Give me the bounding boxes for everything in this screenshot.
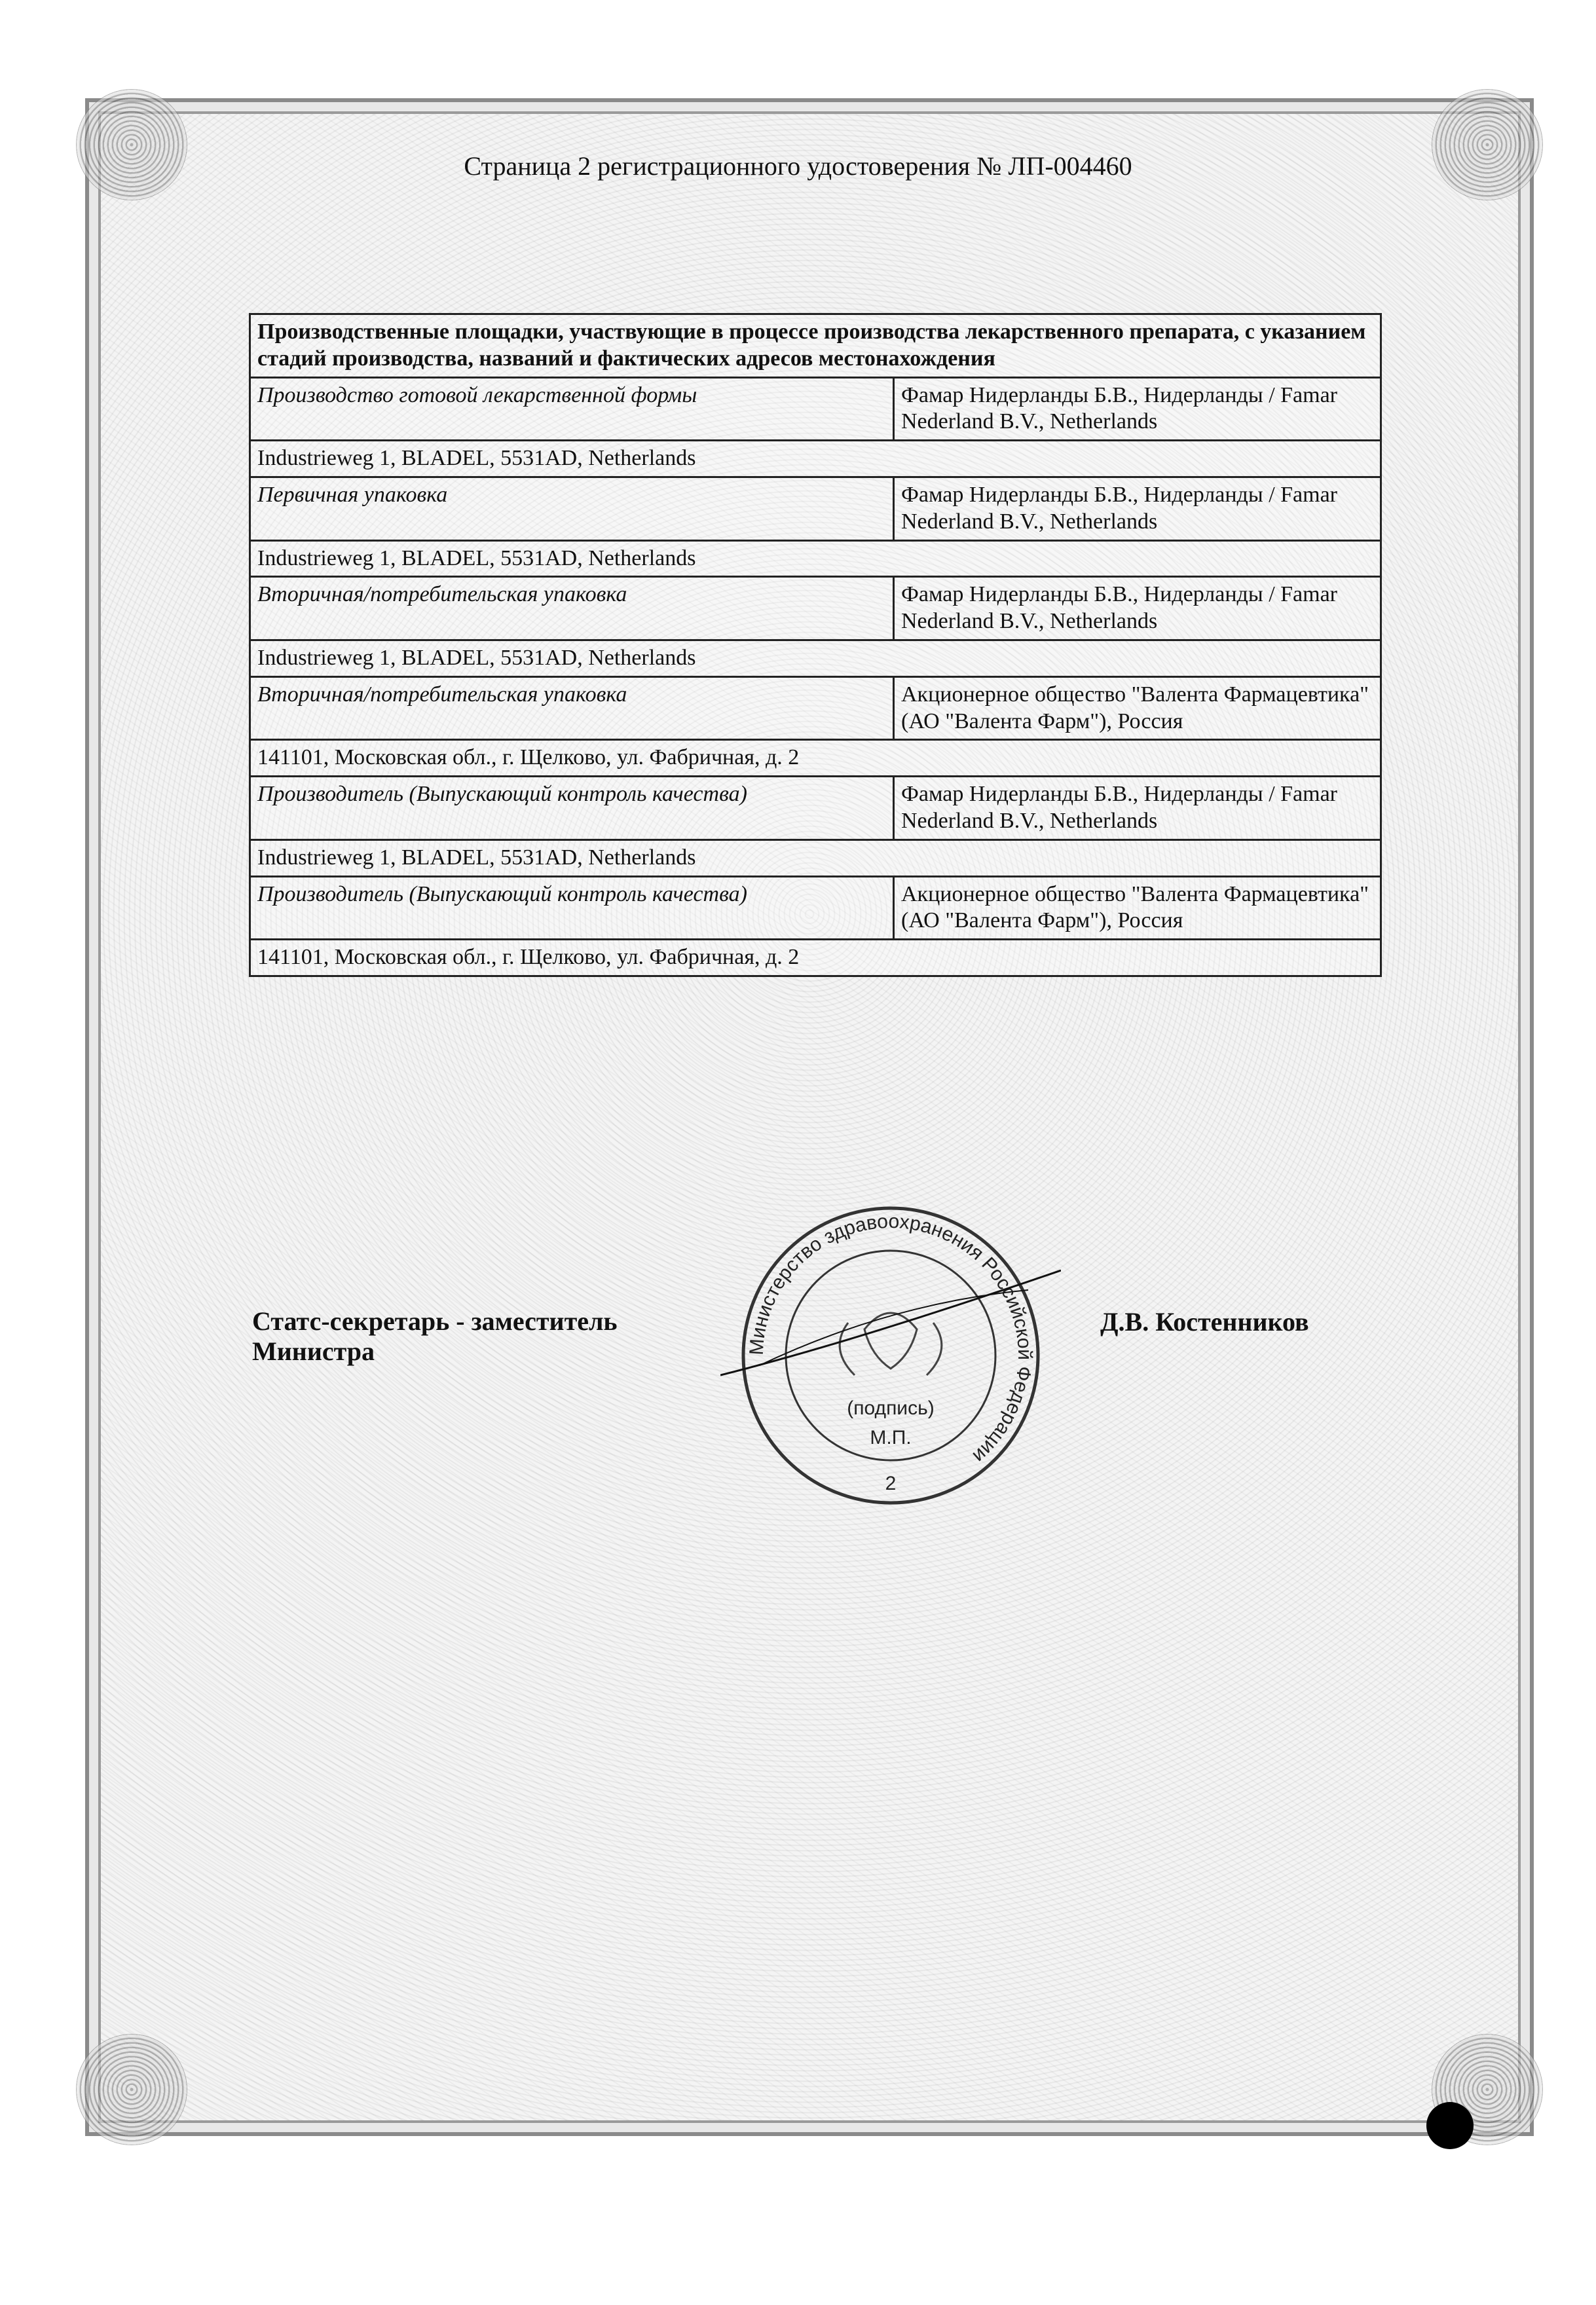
production-stage: Производитель (Выпускающий контроль качества) [250,777,894,840]
table-row [250,839,1381,876]
table-header: Производственные площадки, участвующие в процессе производства лекарственного препарата, с указанием стадий производства, названий и фактических адресов местонахождения [250,314,1381,378]
site-address: Industrieweg 1, BLADEL, 5531AD, Netherlands [250,839,1381,876]
table-header-row [250,314,1381,378]
production-sites-table [249,313,1382,977]
corner-ornament-icon [76,89,187,200]
signer-position [252,1306,618,1367]
signer-position-line1: Статс-секретарь - заместитель [252,1306,618,1336]
table-row [250,540,1381,577]
production-stage: Вторичная/потребительская упаковка [250,577,894,640]
site-address: 141101, Московская обл., г. Щелково, ул. Фабричная, д. 2 [250,740,1381,777]
page-title: Страница 2 регистрационного удостоверения № ЛП-004460 [464,151,1132,181]
table-row [250,377,1381,441]
manufacturer-name: Фамар Нидерланды Б.В., Нидерланды / Famar Nederland B.V., Netherlands [894,777,1381,840]
corner-ornament-icon [1432,89,1543,200]
corner-ornament-icon [76,2034,187,2145]
production-stage: Первичная упаковка [250,477,894,540]
table-row [250,441,1381,477]
production-stage: Производитель (Выпускающий контроль качества) [250,876,894,940]
manufacturer-name: Акционерное общество "Валента Фармацевтика" (АО "Валента Фарм"), Россия [894,876,1381,940]
table-row [250,777,1381,840]
production-stage: Производство готовой лекарственной формы [250,377,894,441]
table-row [250,477,1381,540]
seal-signature-label: (подпись) [847,1397,935,1419]
official-seal [720,1198,1061,1513]
table-row [250,676,1381,740]
site-address: Industrieweg 1, BLADEL, 5531AD, Netherlands [250,540,1381,577]
site-address: Industrieweg 1, BLADEL, 5531AD, Netherlands [250,640,1381,676]
emblem-eagle-icon [840,1313,942,1375]
table-row [250,876,1381,940]
manufacturer-name: Фамар Нидерланды Б.В., Нидерланды / Famar Nederland B.V., Netherlands [894,377,1381,441]
punch-hole-dot [1426,2102,1474,2149]
table-row [250,940,1381,976]
signer-name: Д.В. Костенников [1100,1307,1309,1337]
seal-mp-label: М.П. [870,1427,912,1448]
manufacturer-name: Фамар Нидерланды Б.В., Нидерланды / Famar Nederland B.V., Netherlands [894,577,1381,640]
table-row [250,740,1381,777]
manufacturer-name: Фамар Нидерланды Б.В., Нидерланды / Famar Nederland B.V., Netherlands [894,477,1381,540]
signer-position-line2: Министра [252,1337,375,1366]
site-address: Industrieweg 1, BLADEL, 5531AD, Netherlands [250,441,1381,477]
seal-number: 2 [885,1473,897,1494]
site-address: 141101, Московская обл., г. Щелково, ул. Фабричная, д. 2 [250,940,1381,976]
table-row [250,640,1381,676]
manufacturer-name: Акционерное общество "Валента Фармацевтика" (АО "Валента Фарм"), Россия [894,676,1381,740]
table-row [250,577,1381,640]
production-stage: Вторичная/потребительская упаковка [250,676,894,740]
seal-ring-textpath: Министерство здравоохранения Российской Федерации [745,1210,1036,1467]
